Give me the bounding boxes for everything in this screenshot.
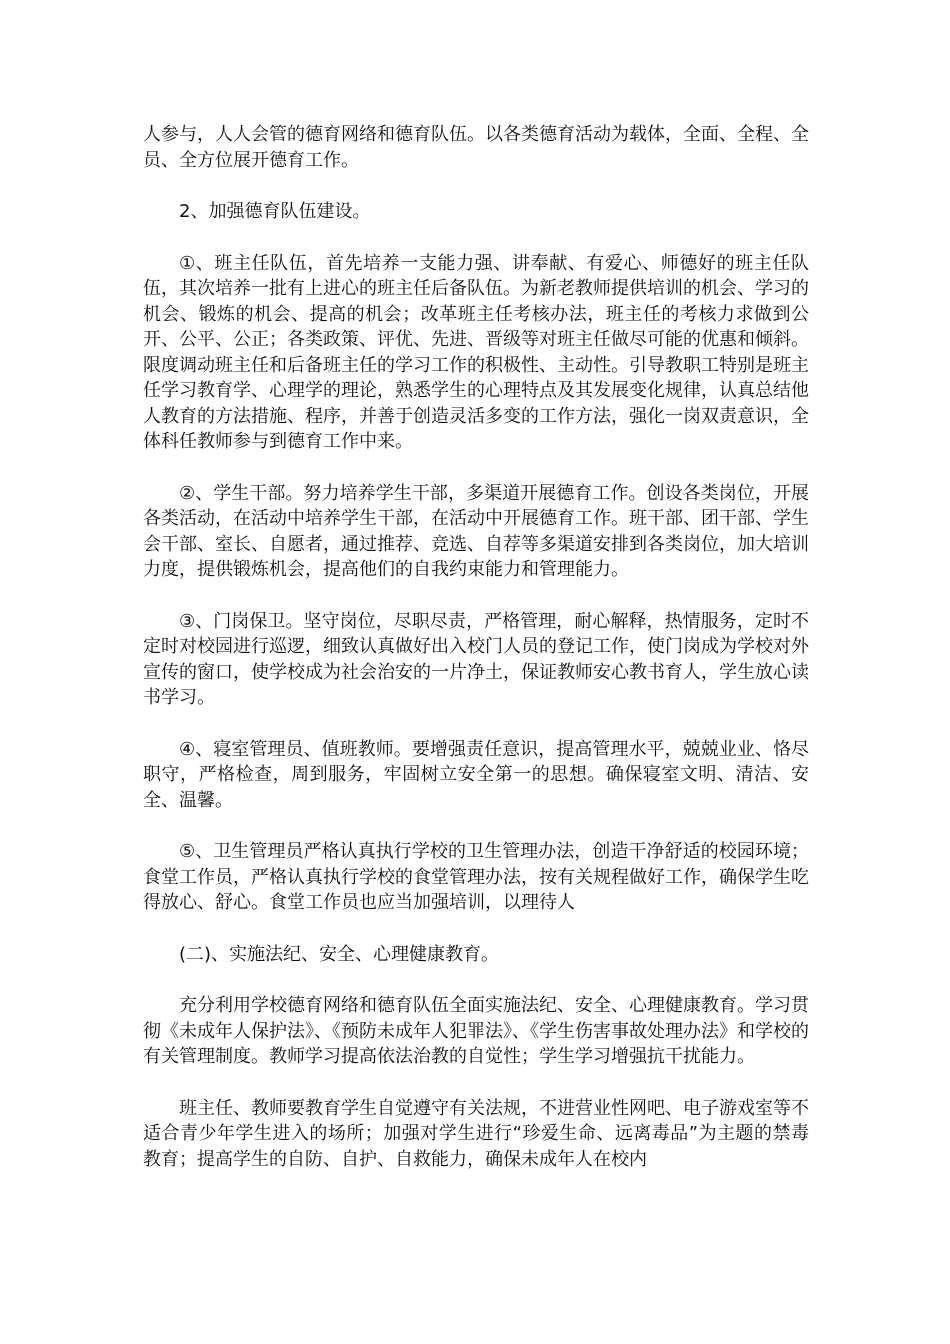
paragraph-student-conduct: 班主任、教师要教育学生自觉遵守有关法规，不进营业性网吧、电子游戏室等不适合青少年学生进入的场所；加强对学生进行“珍爱生命、远离毒品”为主题的禁毒教育；提高学生的自防、自护、自救能力，确保未成年人在校内 xyxy=(143,1097,809,1170)
paragraph-intro-continued: 人参与，人人会管的德育网络和德育队伍。以各类德育活动为载体，全面、全程、全员、全方位展开德育工作。 xyxy=(143,124,809,171)
paragraph-student-cadres: ②、学生干部。努力培养学生干部，多渠道开展德育工作。创设各类岗位，开展各类活动，在活动中培养学生干部，在活动中开展德育工作。班干部、团干部、学生会干部、室长、自愿者，通过推荐、竞选、自荐等多渠道安排到各类岗位，加大培训力度，提供锻炼机会，提高他们的自我约束能力和管理能力。 xyxy=(143,482,809,580)
document-body xyxy=(143,122,809,1198)
section-heading-team-building: 2、加强德育队伍建设。 xyxy=(179,201,371,222)
paragraph-gate-security: ③、门岗保卫。坚守岗位，尽职尽责，严格管理，耐心解释，热情服务，定时不定时对校园进行巡逻，细致认真做好出入校门人员的登记工作，使门岗成为学校对外宣传的窗口，使学校成为社会治安的一片净土，保证教师安心教书育人，学生放心读书学习。 xyxy=(143,610,809,708)
paragraph-law-education: 充分利用学校德育网络和德育队伍全面实施法纪、安全、心理健康教育。学习贯彻《未成年人保护法》、《预防未成年人犯罪法》、《学生伤害事故处理办法》和学校的有关管理制度。教师学习提高依法治教的自觉性；学生学习增强抗干扰能力。 xyxy=(143,995,809,1067)
paragraph-sanitation-canteen: ⑤、卫生管理员严格认真执行学校的卫生管理办法，创造干净舒适的校园环境；食堂工作员，严格认真执行学校的食堂管理办法，按有关规程做好工作，确保学生吃得放心、舒心。食堂工作员也应当加强培训，以理待人 xyxy=(143,841,809,913)
section-heading-law-safety-education: (二)、实施法纪、安全、心理健康教育。 xyxy=(179,943,500,965)
paragraph-dorm-managers: ④、寝室管理员、值班教师。要增强责任意识，提高管理水平，兢兢业业、恪尽职守，严格检查，周到服务，牢固树立安全第一的思想。确保寝室文明、清洁、安全、温馨。 xyxy=(143,738,809,811)
paragraph-class-teacher-team: ①、班主任队伍，首先培养一支能力强、讲奉献、有爱心、师德好的班主任队伍，其次培养一批有上进心的班主任后备队伍。为新老教师提供培训的机会、学习的机会、锻炼的机会、提高的机会；改革班主任考核办法，班主任的考核力求做到公开、公平、公正；各类政策、评优、先进、晋级等对班主任做尽可能的优惠和倾斜。限度调动班主任和后备班主任的学习工作的积极性、主动性。引导教职工特别是班主任学习教育学、心理学的理论，熟悉学生的心理特点及其发展变化规律，认真总结他人教育的方法措施、程序，并善于创造灵活多变的工作方法，强化一岗双责意识，全体科任教师参与到德育工作中来。 xyxy=(143,252,809,452)
